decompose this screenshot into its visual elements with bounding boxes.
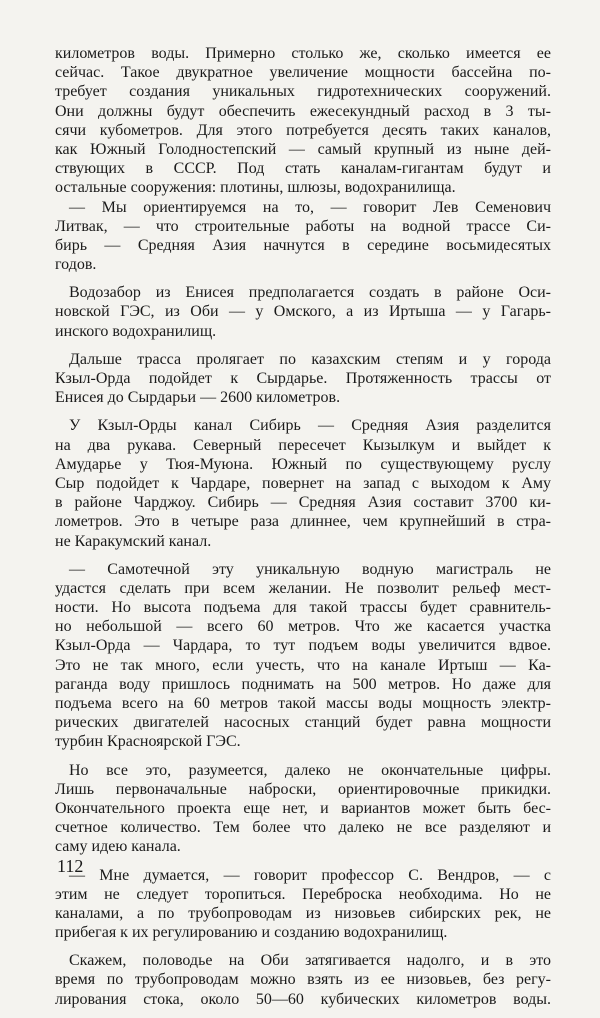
text-line: ствующих в СССР. Под стать каналам-гигантам будут и	[55, 160, 551, 178]
text-line: каналами, а по трубопроводам из низовьев сибирских рек, не	[55, 904, 551, 922]
text-line: Водозабор из Енисея предполагается создать в районе Оси-	[69, 284, 551, 302]
text-line: прибегая к их регулированию и созданию водохранилищ.	[55, 924, 448, 942]
paragraph-3	[55, 350, 551, 408]
paragraph-5	[55, 560, 551, 752]
text-line: Это не так много, если учесть, что на канале Иртыш — Ка-	[55, 656, 551, 674]
paragraph-6	[55, 761, 551, 857]
text-line: ности. Но высота подъема для такой трассы будет сравнитель-	[55, 599, 551, 617]
text-line: на два рукава. Северный пересечет Кызылкум и выйдет к	[55, 436, 551, 454]
text-line: раганда воду пришлось поднимать на 500 метров. Но даже для	[55, 675, 551, 693]
text-line: Окончательного проекта еще нет, и вариантов может быть бес-	[55, 799, 551, 817]
text-line: саму идею канала.	[55, 838, 181, 856]
text-line: У Кзыл-Орды канал Сибирь — Средняя Азия разделится	[69, 417, 551, 435]
text-line: время по трубопроводам можно взять из ее низовьев, без регу-	[55, 971, 551, 989]
text-line: Скажем, половодье на Оби затягивается надолго, и в это	[69, 952, 551, 970]
paragraph-8	[55, 951, 551, 1009]
text-line: рических двигателей насосных станций будет равна мощности	[55, 714, 551, 732]
text-line: в районе Чарджоу. Сибирь — Средняя Азия составит 3700 ки-	[55, 494, 551, 512]
text-line: бирь — Средняя Азия начнутся в середине восьмидесятых	[55, 236, 551, 254]
text-line: не Каракумский канал.	[55, 532, 212, 550]
page-text	[55, 44, 551, 1018]
text-line: лирования стока, около 50—60 кубических километров воды.	[55, 990, 551, 1008]
text-line: сейчас. Такое двукратное увеличение мощности бассейна по-	[55, 64, 551, 82]
text-line: километров воды. Примерно столько же, сколько имеется ее	[55, 45, 551, 62]
text-line: Кзыл-Орда подойдет к Сырдарье. Протяженность трассы от	[55, 370, 551, 387]
text-line: Литвак, — что строительные работы на водной трассе Си-	[55, 217, 551, 235]
text-line: требует создания уникальных гидротехнических сооружений.	[55, 83, 551, 101]
text-line: но небольшой — всего 60 метров. Что же касается участка	[55, 618, 551, 636]
paragraph-2	[55, 283, 551, 341]
paragraph-7	[55, 866, 551, 943]
text-line: Кзыл-Орда — Чардара, то тут подъем воды увеличится вдвое.	[55, 637, 551, 655]
paragraph-1	[55, 44, 551, 274]
text-line: новской ГЭС, из Оби — у Омского, а из Иртыша — у Гагарь-	[55, 303, 551, 321]
text-line: Амударье у Тюя-Муюна. Южный по существующему руслу	[55, 455, 551, 473]
text-line: инского водохранилищ.	[55, 322, 217, 340]
text-line: Сыр подойдет к Чардаре, повернет на запад с выходом к Аму	[55, 474, 551, 492]
page-number: 112	[57, 856, 84, 876]
text-line: Они должны будут обеспечить ежесекундный расход в 3 ты-	[55, 102, 551, 120]
text-line: Енисея до Сырдарьи — 2600 километров.	[55, 389, 341, 407]
text-line: остальные сооружения: плотины, шлюзы, водохранилища.	[55, 179, 456, 197]
text-line: лометров. Это в четыре раза длиннее, чем крупнейший в стра-	[55, 513, 551, 531]
text-line: удастся сделать при всем желании. Не позволит рельеф мест-	[55, 579, 551, 597]
text-line: — Мы ориентируемся на то, — говорит Лев Семенович	[69, 198, 551, 216]
text-line: подъема всего на 60 метров такой массы воды мощность электр-	[55, 695, 551, 712]
text-line: — Мне думается, — говорит профессор С. Вендров, — с	[69, 866, 551, 884]
text-line: — Самотечной эту уникальную водную магистраль не	[69, 560, 551, 578]
paragraph-4	[55, 416, 551, 550]
text-line: годов.	[55, 256, 97, 274]
text-line: Дальше трасса пролягает по казахским степям и у города	[69, 350, 551, 368]
text-line: Лишь первоначальные наброски, ориентировочные прикидки.	[55, 780, 551, 798]
text-line: счетное количество. Тем более что далеко не все разделяют и	[55, 819, 551, 837]
text-line: Но все это, разумеется, далеко не окончательные цифры.	[69, 761, 551, 779]
text-line: турбин Красноярской ГЭС.	[55, 733, 241, 751]
text-line: как Южный Голодностепский — самый крупный из ныне дей-	[55, 140, 551, 158]
text-line: этим не следует торопиться. Переброска необходима. Но не	[55, 885, 551, 903]
text-line: сячи кубометров. Для этого потребуется десять таких каналов,	[55, 121, 551, 139]
